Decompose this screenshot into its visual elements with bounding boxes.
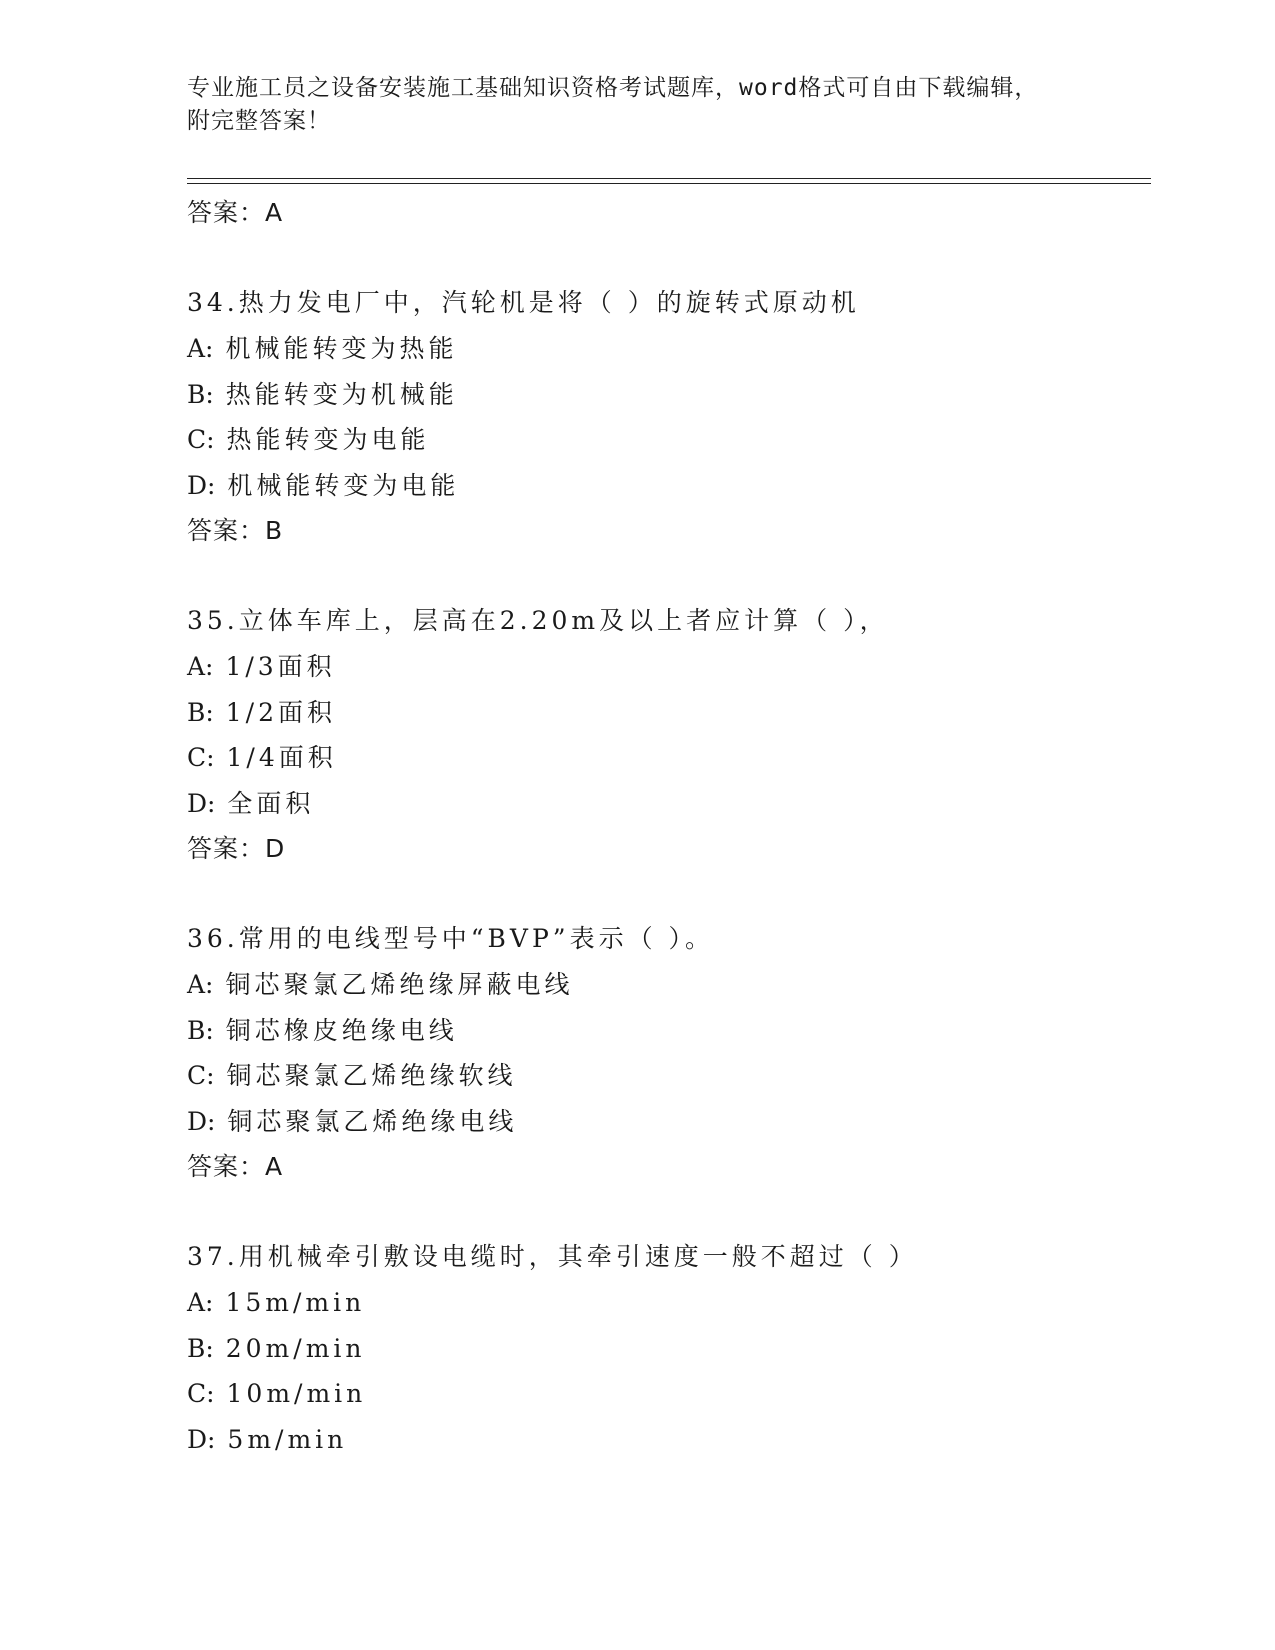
option-c: C: 热能转变为电能: [187, 425, 430, 454]
option-b: B: 1/2面积: [187, 697, 336, 727]
question-stem: 37.用机械牵引敷设电缆时，其牵引速度一般不超过（ ）: [187, 1242, 918, 1271]
question-stem: 36.常用的电线型号中“BVP”表示（ ）。: [187, 924, 715, 953]
option-c: C: 铜芯聚氯乙烯绝缘软线: [187, 1061, 517, 1090]
question-item: [187, 916, 1147, 1190]
option-a: A: 1/3面积: [187, 652, 336, 681]
header-divider-top: [187, 178, 1151, 179]
option-a: A: 铜芯聚氯乙烯绝缘屏蔽电线: [187, 970, 574, 999]
option-b: B: 铜芯橡皮绝缘电线: [187, 1015, 458, 1045]
option-b: B: 20m/min: [187, 1333, 366, 1363]
answer-line: 答案：A: [187, 198, 284, 227]
answer-line: 答案：B: [187, 516, 284, 545]
answer-line: 答案：A: [187, 1152, 284, 1181]
option-a: A: 机械能转变为热能: [187, 334, 458, 363]
header-divider-bottom: [187, 183, 1151, 184]
option-b: B: 热能转变为机械能: [187, 379, 458, 409]
option-d: D: 5m/min: [187, 1424, 348, 1454]
question-item: [187, 280, 1147, 554]
question-item: [187, 1234, 1147, 1462]
header-line-1: 专业施工员之设备安装施工基础知识资格考试题库，word格式可自由下载编辑，: [187, 75, 1039, 101]
option-c: C: 10m/min: [187, 1379, 367, 1408]
option-c: C: 1/4面积: [187, 743, 337, 772]
document-header: [187, 72, 1087, 138]
question-stem: 34.热力发电厂中，汽轮机是将（ ）的旋转式原动机: [187, 288, 860, 317]
header-line-2: 附完整答案！: [187, 108, 331, 134]
question-item: [187, 598, 1147, 872]
option-d: D: 铜芯聚氯乙烯绝缘电线: [187, 1106, 518, 1136]
option-d: D: 全面积: [187, 788, 315, 818]
answer-line: 答案：D: [187, 834, 286, 863]
option-a: A: 15m/min: [187, 1288, 366, 1317]
question-list: [187, 190, 1147, 1462]
question-stem: 35.立体车库上，层高在2.20m及以上者应计算（ ），: [187, 606, 889, 635]
option-d: D: 机械能转变为电能: [187, 470, 460, 500]
